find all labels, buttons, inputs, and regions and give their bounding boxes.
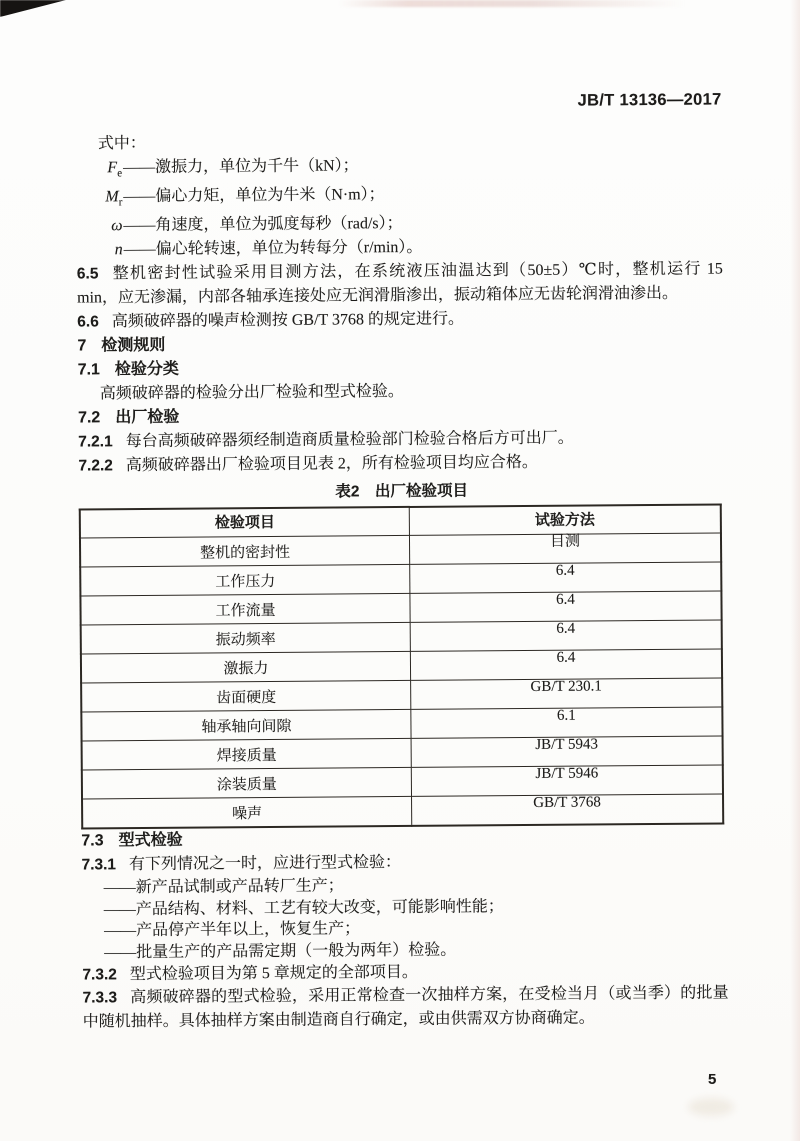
clause-number: 6.5	[76, 265, 99, 283]
section-title: 出厂检验	[115, 409, 180, 427]
table-2-factory-inspection	[79, 504, 725, 830]
list-item: ——产品停产半年以上，恢复生产；	[103, 920, 361, 940]
inspection-item-cell: 噪声	[82, 797, 412, 829]
clause-7-2-2	[78, 450, 724, 479]
test-method-cell: 6.4	[410, 591, 722, 622]
clause-number: 7.3.3	[82, 989, 118, 1007]
clause-number: 7.3.1	[81, 856, 117, 874]
type-test-condition-list	[82, 873, 729, 964]
clause-text: 型式检验项目为第 5 章规定的全部项目。	[129, 964, 418, 984]
symbol-n: n	[114, 241, 123, 259]
formula-where-intro: 式中：	[97, 134, 146, 153]
scan-corner-artifact	[0, 0, 66, 17]
clause-text: 高频破碎器出厂检验项目见表 2，所有检验项目均应合格。	[125, 454, 538, 475]
list-item: ——新产品试制或产品转厂生产；	[103, 877, 344, 897]
page-content	[75, 0, 729, 1035]
symbol-omega: ω	[111, 217, 123, 235]
symbol-definition-text: ——激振力，单位为千牛（kN）；	[122, 157, 359, 177]
scan-edge-tint	[790, 0, 800, 1141]
symbol-definition-text: ——角速度，单位为弧度每秒（rad/s）；	[123, 215, 403, 235]
test-method-cell: GB/T 3768	[412, 794, 724, 826]
table-2-caption: 表2 出厂检验项目	[335, 482, 468, 501]
test-method-cell: JB/T 5946	[411, 765, 723, 796]
section-number: 7	[77, 337, 87, 355]
list-item: ——产品结构、材料、工艺有较大改变，可能影响性能；	[103, 898, 504, 919]
inspection-item-cell: 齿面硬度	[81, 681, 411, 713]
section-title: 检验分类	[114, 361, 179, 379]
test-method-cell: JB/T 5943	[411, 736, 723, 767]
scan-smudge-bottom	[688, 1098, 734, 1116]
column-header-test-method: 试验方法	[409, 505, 721, 536]
clause-7-3-3	[82, 982, 728, 1035]
standard-number-header: JB/T 13136—2017	[577, 90, 722, 110]
column-header-inspection-item: 检验项目	[80, 507, 410, 538]
clause-text: 有下列情况之一时，应进行型式检验：	[128, 854, 402, 874]
table-row	[82, 794, 723, 829]
inspection-item-cell: 激振力	[81, 652, 411, 684]
test-method-cell: 6.1	[411, 707, 723, 738]
clause-number: 7.2.1	[78, 433, 113, 451]
clause-7-1-body: 高频破碎器的检验分出厂检验和型式检验。	[99, 383, 404, 403]
symbol-F: $F_e$	[107, 159, 123, 180]
page-number: 5	[708, 1071, 717, 1088]
section-title: 型式检验	[118, 832, 183, 850]
clause-number: 7.3.2	[82, 966, 117, 984]
test-method-cell: GB/T 230.1	[411, 678, 723, 709]
inspection-item-cell: 涂装质量	[82, 768, 412, 800]
test-method-cell: 6.4	[410, 562, 722, 593]
clause-text: 高频破碎器的噪声检测按 GB/T 3768 的规定进行。	[111, 310, 465, 331]
inspection-item-cell: 工作流量	[80, 594, 410, 626]
inspection-item-cell: 轴承轴向间隙	[81, 710, 411, 742]
symbol-definition-text: ——偏心轮转速，单位为转每分（r/min）。	[123, 239, 423, 259]
test-method-cell: 6.4	[410, 620, 722, 651]
inspection-item-cell: 整机的密封性	[80, 536, 410, 568]
formula-symbol-list	[76, 151, 723, 262]
inspection-item-cell: 振动频率	[81, 623, 411, 655]
inspection-item-cell: 焊接质量	[82, 739, 412, 771]
section-title: 检测规则	[101, 337, 166, 355]
test-method-cell: 目测	[409, 533, 721, 564]
symbol-definition-text: ——偏心力矩，单位为牛米（N·m）；	[123, 186, 385, 206]
inspection-item-cell: 工作压力	[80, 565, 410, 597]
section-number: 7.1	[77, 361, 100, 379]
clause-text: 每台高频破碎器须经制造商质量检验部门检验合格后方可出厂。	[125, 430, 574, 451]
clause-number: 7.2.2	[78, 457, 113, 475]
section-number: 7.2	[77, 409, 101, 427]
symbol-M: $M_r$	[105, 188, 123, 209]
list-item: ——批量生产的产品需定期（一般为两年）检验。	[104, 941, 457, 962]
clause-number: 6.6	[77, 313, 99, 331]
clause-text: 整机密封性试验采用目测方法，在系统液压油温达到（50±5）℃时，整机运行 15 min，应无渗漏，内部各轴承连接处应无润滑脂渗出，振动箱体应无齿轮润滑油渗出。	[77, 260, 723, 307]
clause-text: 高频破碎器的型式检验，采用正常检查一次抽样方案，在受检当月（或当季）的批量中随机抽样。具体抽样方案由制造商自行确定，或由供需双方协商确定。	[82, 984, 729, 1031]
clause-6-5	[77, 258, 723, 311]
section-number: 7.3	[81, 832, 104, 850]
test-method-cell: 6.4	[410, 649, 722, 680]
